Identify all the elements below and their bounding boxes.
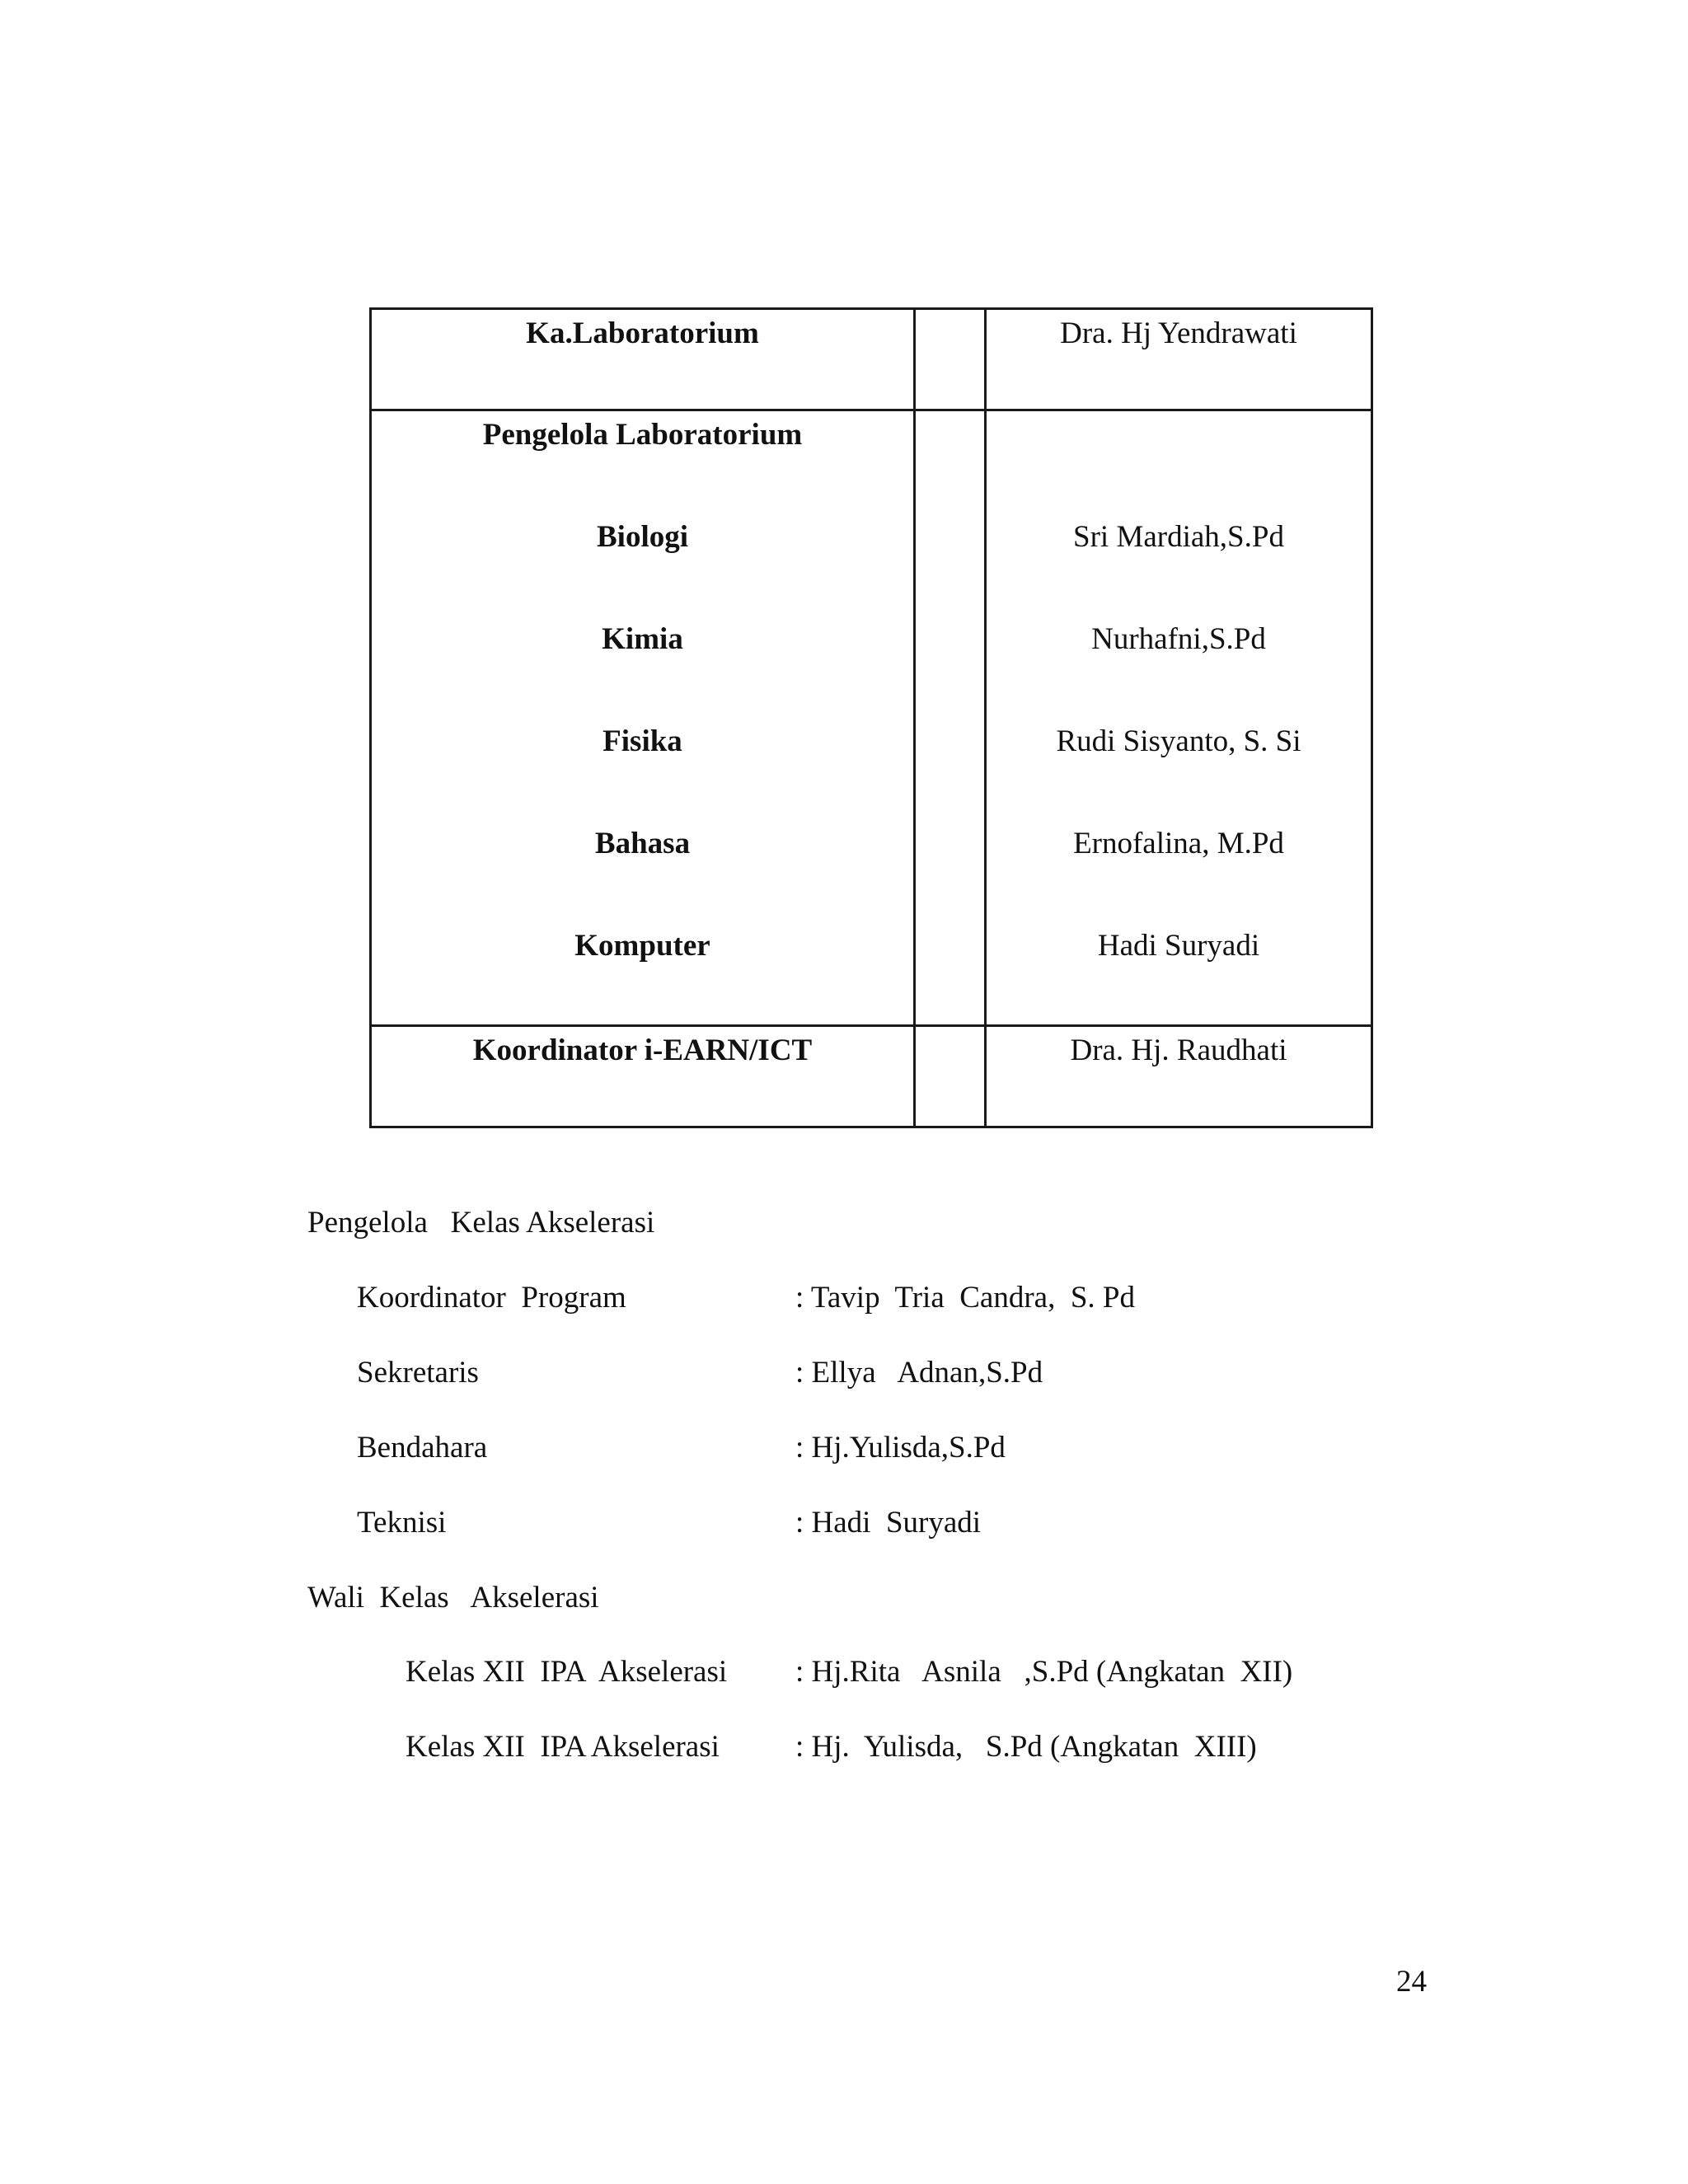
page-number: 24	[1396, 1965, 1427, 1999]
empty-line	[987, 411, 1371, 513]
role-cell	[371, 410, 915, 1026]
role-cell	[371, 309, 915, 410]
role-cell	[371, 1026, 915, 1127]
table-row	[371, 1026, 1372, 1127]
lab-role-label: Biologi	[596, 520, 689, 554]
role-label: Bendahara	[357, 1431, 488, 1465]
lab-name-label: Nurhafni,S.Pd	[1091, 622, 1266, 656]
spacer-cell	[915, 1026, 986, 1127]
lab-name-label: Rudi Sisyanto, S. Si	[1056, 724, 1301, 758]
role-value: : Tavip Tria Candra, S. Pd	[795, 1281, 1135, 1315]
section-heading: Pengelola Kelas Akselerasi	[307, 1206, 655, 1240]
lab-name-label: Hadi Suryadi	[1097, 929, 1260, 963]
table-row	[371, 410, 1372, 1026]
lab-role-label: Fisika	[603, 724, 682, 758]
role-label: Teknisi	[357, 1506, 447, 1540]
spacer-cell	[915, 309, 986, 410]
name-label: Dra. Hj Yendrawati	[1060, 316, 1297, 350]
name-label: Dra. Hj. Raudhati	[1070, 1033, 1287, 1067]
name-cell	[986, 1026, 1372, 1127]
role-label: Ka.Laboratorium	[526, 316, 759, 350]
class-value: : Hj. Yulisda, S.Pd (Angkatan XIII)	[795, 1730, 1257, 1764]
name-cell	[986, 309, 1372, 410]
lab-role-label: Bahasa	[594, 827, 691, 860]
lab-managers-heading: Pengelola Laboratorium	[482, 418, 803, 452]
section-heading: Wali Kelas Akselerasi	[307, 1581, 599, 1615]
class-label: Kelas XII IPA Akselerasi	[406, 1655, 728, 1689]
role-label: Koordinator Program	[357, 1281, 626, 1315]
role-label: Sekretaris	[357, 1356, 479, 1390]
spacer-cell	[915, 410, 986, 1026]
name-cell	[986, 410, 1372, 1026]
lab-role-label: Komputer	[574, 929, 710, 963]
role-value: : Hadi Suryadi	[795, 1506, 982, 1540]
class-value: : Hj.Rita Asnila ,S.Pd (Angkatan XII)	[795, 1655, 1293, 1689]
role-label: Koordinator i-EARN/ICT	[472, 1033, 813, 1067]
role-value: : Ellya Adnan,S.Pd	[795, 1356, 1043, 1390]
lab-staff-table	[369, 307, 1373, 1128]
class-label: Kelas XII IPA Akselerasi	[406, 1730, 720, 1764]
role-value: : Hj.Yulisda,S.Pd	[795, 1431, 1006, 1465]
lab-role-label: Kimia	[602, 622, 683, 656]
table-row	[371, 309, 1372, 410]
lab-name-label: Sri Mardiah,S.Pd	[1073, 520, 1284, 554]
lab-name-label: Ernofalina, M.Pd	[1073, 827, 1284, 860]
